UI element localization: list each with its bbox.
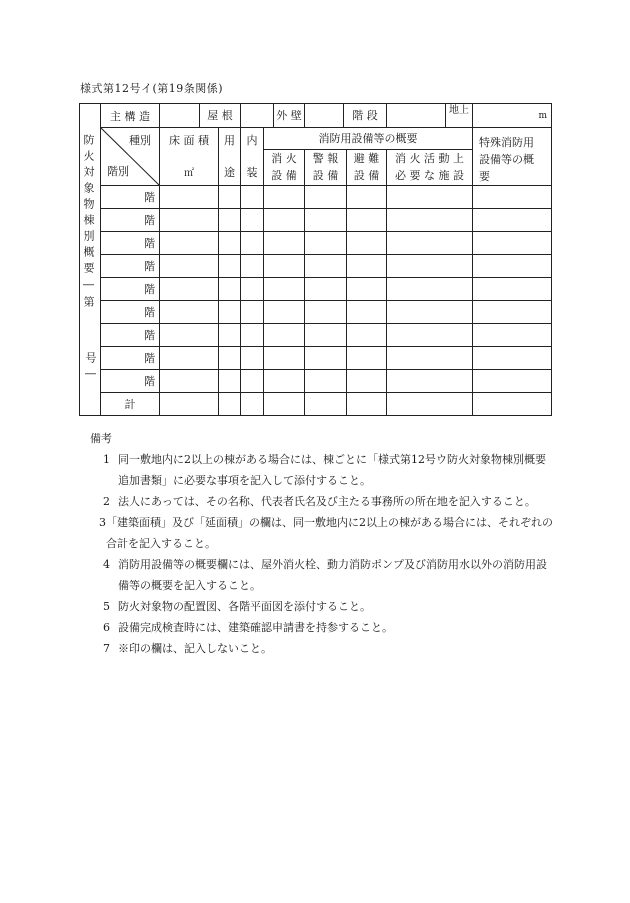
usage-bottom: 途 [224,166,235,179]
wall-stairs-cell [305,104,387,128]
roof-wall-cell [241,104,305,128]
note-text: 「建築面積」及び「延面積」の欄は、同一敷地内に2以上の棟がある場合には、それぞれの合計を記入すること。 [106,516,553,550]
note-item [84,449,554,491]
side-label-cell [80,104,101,416]
table-row [80,278,552,301]
floor-row-label: 階 [101,186,160,209]
note-text: ※印の欄は、記入しないこと。 [118,642,272,655]
kind-floor-diagonal-cell [101,128,160,186]
table-row [80,301,552,324]
firefighting-line-2: 必 要 な 施 設 [395,169,464,183]
note-text: 消防用設備等の概要欄には、屋外消火栓、動力消防ポンプ及び消防用水以外の消防用設備等の概要を記入すること。 [118,558,547,592]
special-line-3: 要 [479,170,490,183]
table-row [80,209,552,232]
firefighting-header [387,149,473,185]
side-label-suffix: 号― [84,352,97,384]
floor-row-label: 階 [101,232,160,255]
stairs-label: 階 段 [352,109,378,122]
note-text: 法人にあっては、その名称、代表者氏名及び主たる事務所の所在地を記入すること。 [118,495,536,508]
above-ground-label: 地上 [449,105,469,116]
wall-value[interactable] [305,104,344,127]
floor-row-label: 階 [101,278,160,301]
fire-equipment-overview-header: 消防用設備等の概要 [264,128,473,150]
special-line-2: 設備等の概 [479,153,534,166]
note-item [84,596,554,617]
interior-header [241,128,264,186]
stairs-above-ground-cell [387,104,473,128]
stairs-value[interactable] [387,104,446,127]
note-item [84,617,554,638]
structure-value[interactable] [160,104,200,127]
above-ground-unit: m [473,104,552,128]
notes-heading: 備考 [90,432,112,445]
note-text: 防火対象物の配置図、各階平面図を添付すること。 [118,600,371,613]
floor-label: 階別 [107,165,129,178]
special-line-1: 特殊消防用 [479,136,534,149]
interior-bottom: 装 [246,166,258,179]
alarm-line-2: 設 備 [312,169,339,183]
table-row [80,255,552,278]
total-row [80,393,552,416]
table-row [80,232,552,255]
floor-row-label: 階 [101,347,160,370]
table-row [80,370,552,393]
evacuation-line-1: 避 難 [353,152,380,166]
floor-area-label: 床 面 積 [169,134,209,147]
notes-section [84,428,554,659]
extinguishing-header [264,149,305,185]
note-number: 5 [103,600,110,613]
usage-header [219,128,241,186]
extinguishing-line-1: 消 火 [271,152,297,166]
interior-top: 内 [246,134,258,147]
kind-label: 種別 [129,134,151,147]
floor-row-label: 階 [101,324,160,347]
floor-row-label: 階 [101,370,160,393]
note-item [84,491,554,512]
roof-value[interactable] [241,104,274,127]
note-number: 7 [103,642,110,655]
alarm-line-1: 警 報 [312,152,339,166]
roof-label: 屋 根 [207,109,233,122]
note-item [84,638,554,659]
total-label: 計 [101,393,160,416]
table-row [80,186,552,209]
note-text: 同一敷地内に2以上の棟がある場合には、棟ごとに「様式第12号ウ防火対象物棟別概要追加書類」に必要な事項を記入して添付すること。 [118,453,546,487]
floor-row-label: 階 [101,301,160,324]
floor-area-header [160,128,219,186]
note-item [84,554,554,596]
form-title: 様式第12号イ(第19条関係) [80,82,224,95]
note-number: 3 [99,516,106,529]
floor-row-label: 階 [101,209,160,232]
floor-row-label: 階 [101,255,160,278]
side-label-main: 防火対象物棟別概要―第 [82,134,95,312]
firefighting-line-1: 消 火 活 動 上 [395,152,464,166]
table-row [80,347,552,370]
evacuation-header [347,149,387,185]
special-equipment-header [473,128,552,186]
note-text: 設備完成検査時には、建築確認申請書を持参すること。 [118,621,393,634]
building-overview-table [79,103,552,416]
note-number: 4 [103,558,110,571]
note-item [84,512,554,554]
usage-top: 用 [224,134,235,147]
note-number: 1 [103,453,110,466]
wall-label: 外 壁 [276,109,302,122]
alarm-header [305,149,347,185]
area-unit: ㎡ [184,168,194,179]
evacuation-line-2: 設 備 [353,169,380,183]
extinguishing-line-2: 設 備 [271,169,297,183]
table-row [80,324,552,347]
structure-roof-cell [160,104,241,128]
structure-label: 主 構 造 [101,104,160,128]
note-number: 6 [103,621,110,634]
note-number: 2 [103,495,110,508]
